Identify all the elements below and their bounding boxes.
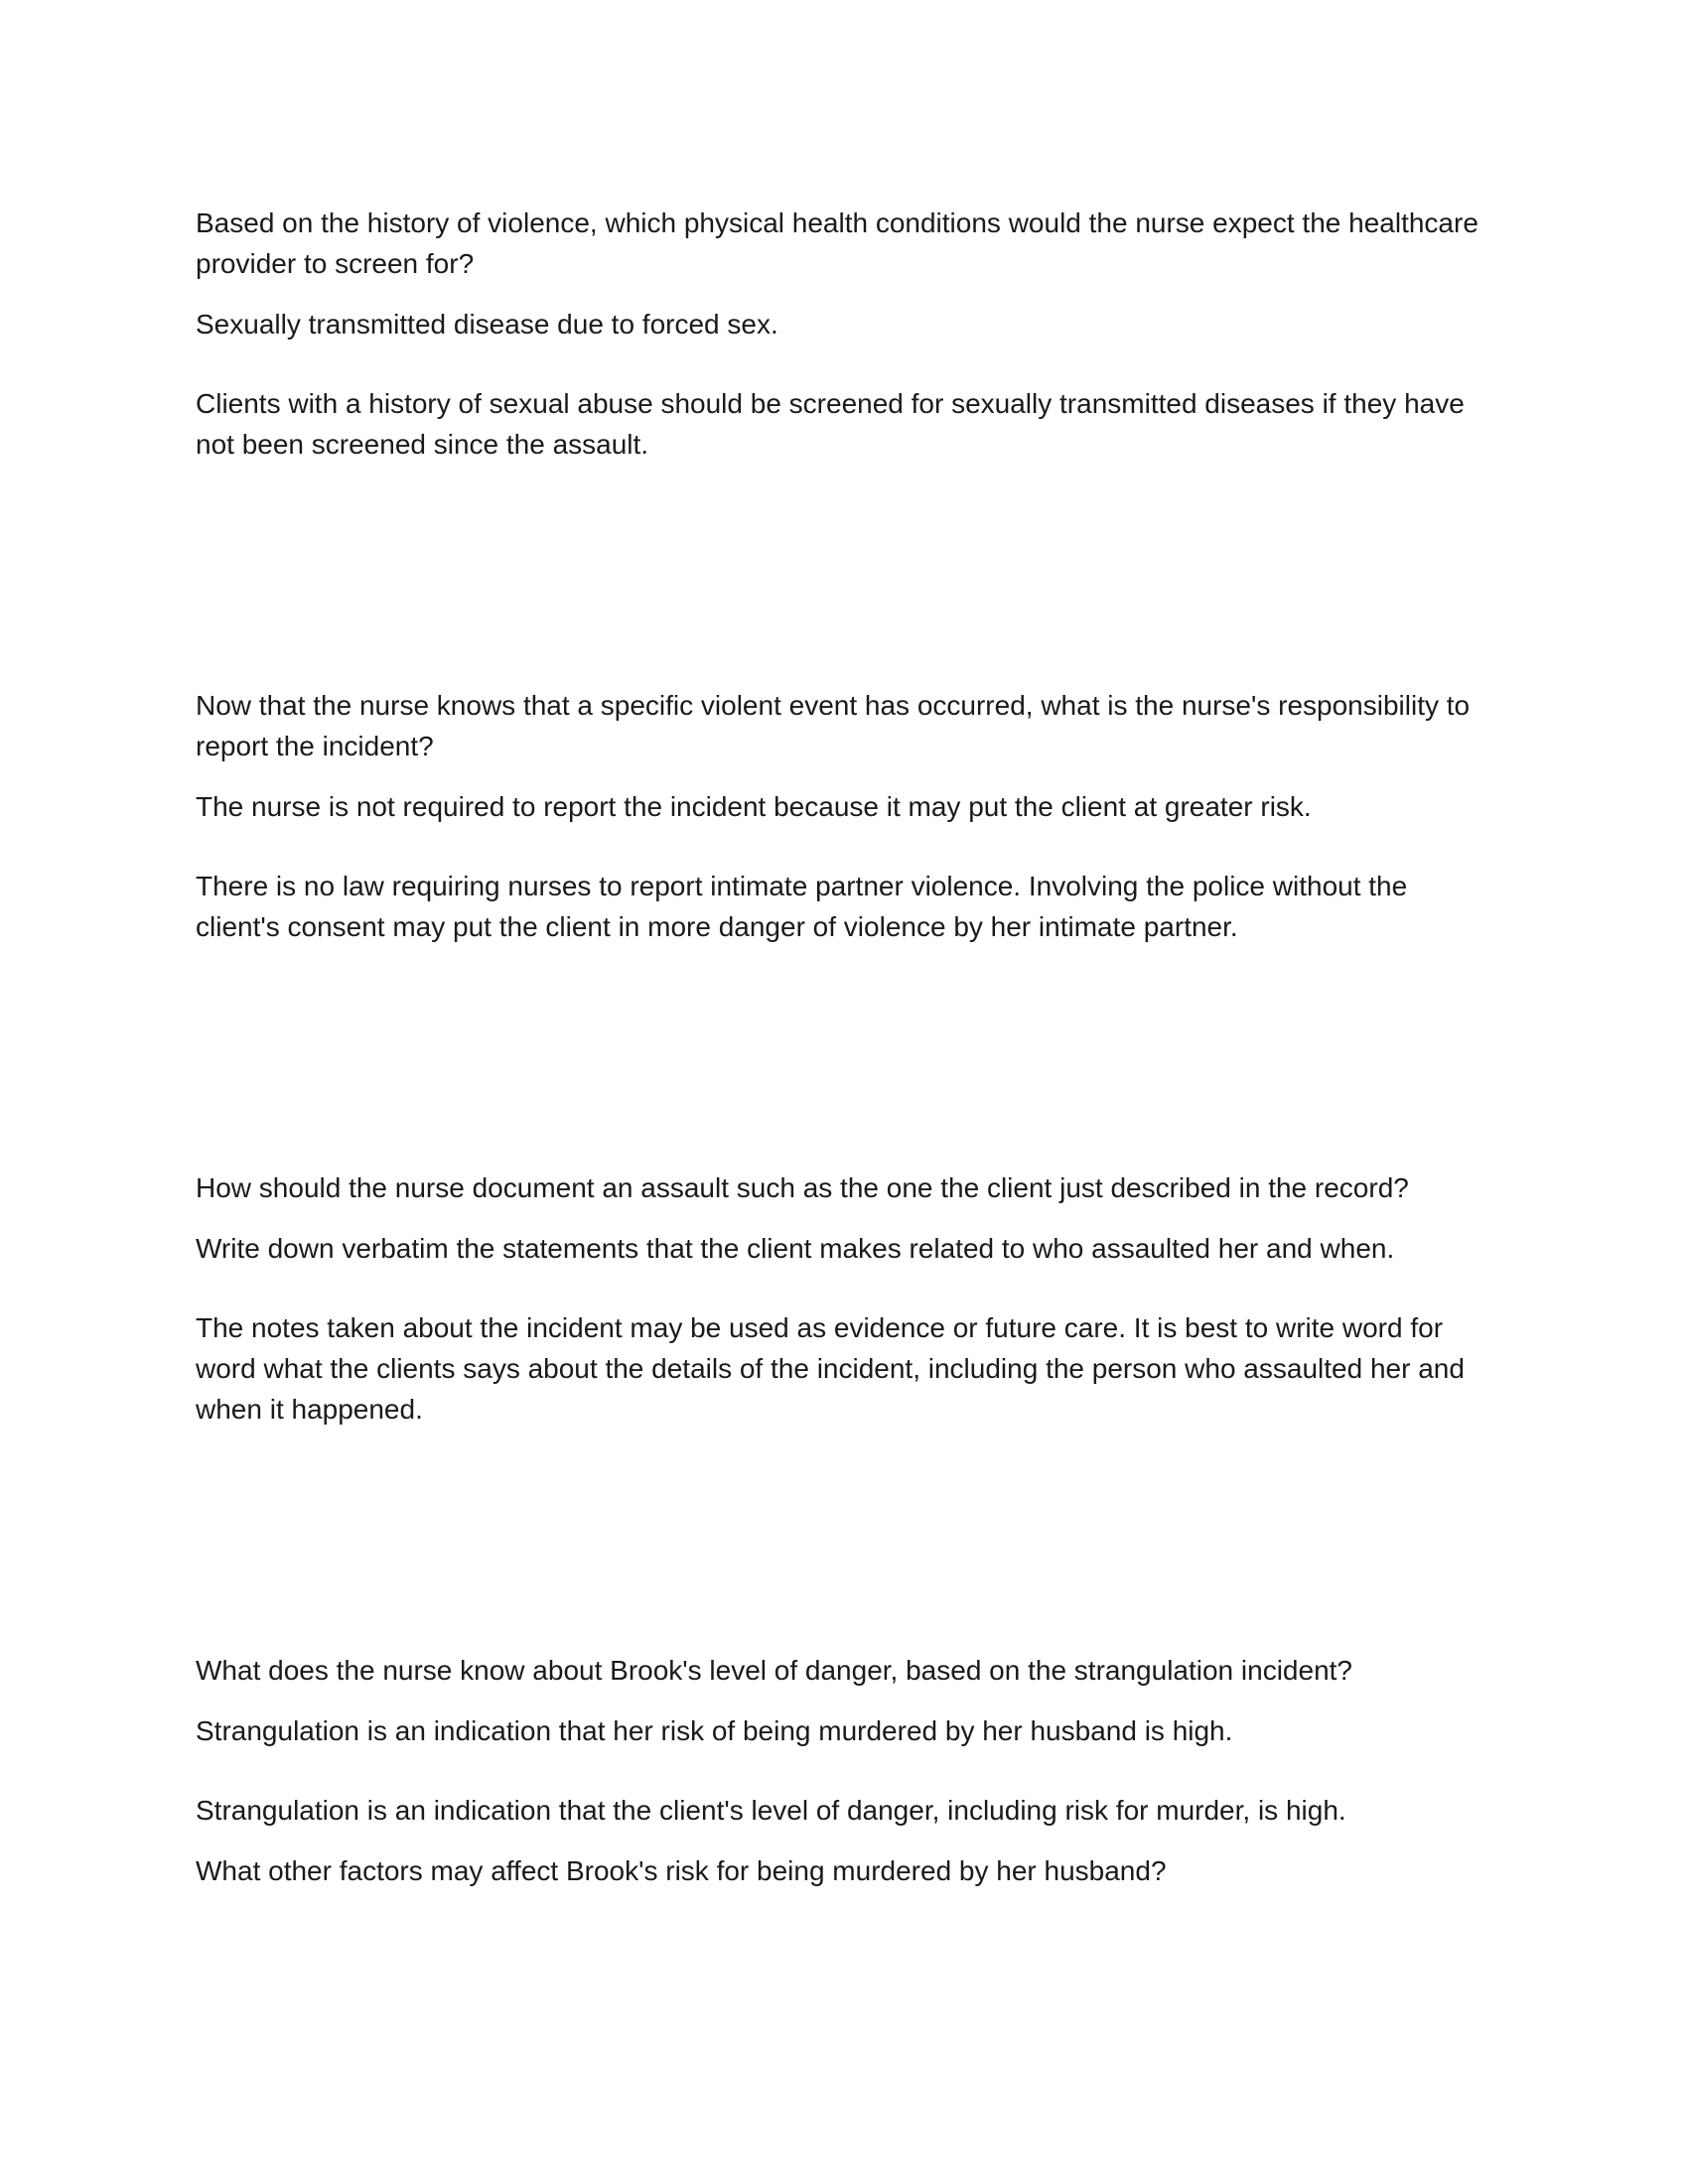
qa-section-3 xyxy=(196,1167,1486,1449)
qa-section-2 xyxy=(196,685,1486,967)
answer-text: Write down verbatim the statements that the client makes related to who assaulted her and when. xyxy=(196,1233,1395,1264)
rationale-text: There is no law requiring nurses to report intimate partner violence. Involving the police without the client's consent may put the client in more danger of violence by her intimate partner. xyxy=(196,871,1408,942)
answer-text: The nurse is not required to report the incident because it may put the client at greater risk. xyxy=(196,791,1312,822)
question-text: How should the nurse document an assault such as the one the client just described in the record? xyxy=(196,1172,1409,1203)
question-text: Based on the history of violence, which physical health conditions would the nurse expect the healthcare provider to screen for? xyxy=(196,207,1478,279)
question-text: What does the nurse know about Brook's level of danger, based on the strangulation incident? xyxy=(196,1655,1352,1686)
rationale-text: Strangulation is an indication that the client's level of danger, including risk for murder, is high. xyxy=(196,1795,1346,1826)
qa-section-4 xyxy=(196,1650,1486,1911)
qa-section-1 xyxy=(196,203,1486,484)
question-text: Now that the nurse knows that a specific violent event has occurred, what is the nurse's responsibility to report the incident? xyxy=(196,690,1471,761)
answer-text: Sexually transmitted disease due to forced sex. xyxy=(196,309,778,340)
answer-text: Strangulation is an indication that her risk of being murdered by her husband is high. xyxy=(196,1715,1233,1746)
rationale-text: Clients with a history of sexual abuse should be screened for sexually transmitted diseases if they have not been screened since the assault. xyxy=(196,388,1465,460)
follow-up-question-text: What other factors may affect Brook's risk for being murdered by her husband? xyxy=(196,1855,1167,1886)
rationale-text: The notes taken about the incident may be used as evidence or future care. It is best to write word for word what the clients says about the details of the incident, including the person who assaulted her and when it happened. xyxy=(196,1312,1465,1425)
